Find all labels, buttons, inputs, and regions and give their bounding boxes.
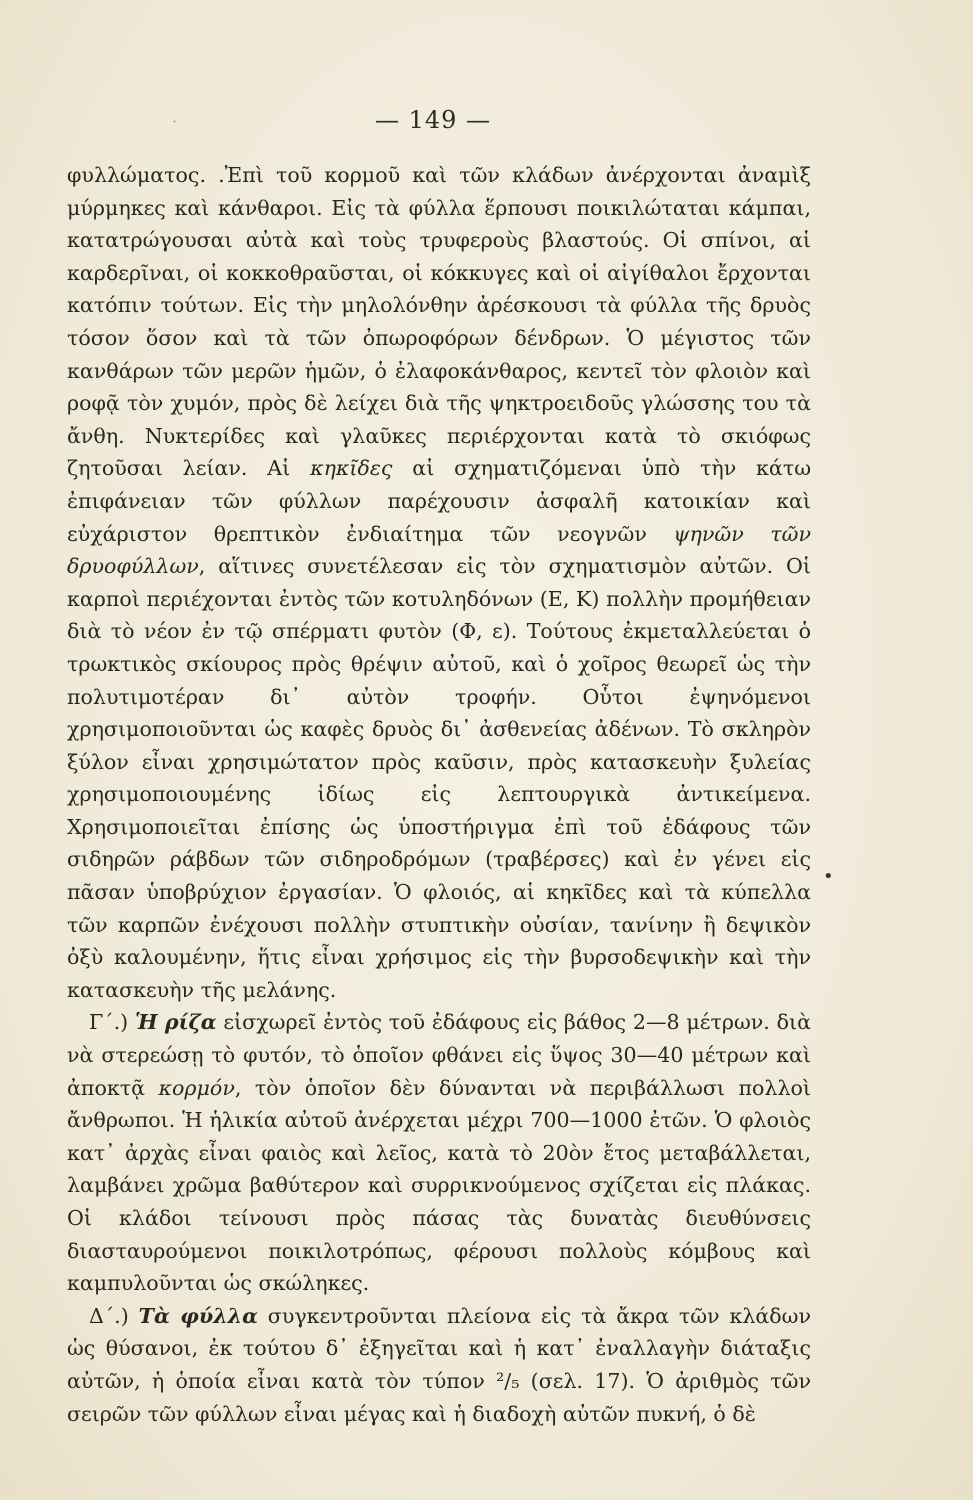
- paragraph-segment: αἱ σχηματιζόμεναι ὑπὸ τὴν κάτω ἐπιφάνειαν τῶν φύλλων παρέχουσιν ἀσφαλῆ κατοικίαν καὶ εὐχάριστον θρεπτικὸν ἐνδιαίτημα τῶν νεογνῶν: [67, 456, 812, 546]
- body-text: [67, 159, 811, 1430]
- page-number: — 149 —: [374, 106, 492, 134]
- paragraph-segment: , αἵτινες συνετέλεσαν εἰς τὸν σχηματισμὸν αὐτῶν. Οἱ καρποὶ περιέχονται ἐντὸς τῶν κοτυληδόνων (Ε, Κ) πολλὴν προμήθειαν διὰ τὸ νέον ἐν τῷ σπέρματι φυτὸν (Φ, ε). Τούτους ἐκμεταλλεύεται ὁ τρωκτικὸς σκίουρος πρὸς θρέψιν αὐτοῦ, καὶ ὁ χοῖρος θεωρεῖ ὡς τὴν πολυτιμοτέραν δι᾽ αὐτὸν τροφήν. Οὗτοι ἐψηνόμενοι χρησιμοποιοῦνται ὡς καφὲς δρυὸς δι᾽ ἀσθενείας ἀδένων. Τὸ σκληρὸν ξύλον εἶναι χρησιμώτατον πρὸς καῦσιν, πρὸς κατασκευὴν ξυλείας χρησιμοποιουμένης ἰδίως εἰς λεπτουργικὰ ἀντικείμενα. Χρησιμοποιεῖται ἐπίσης ὡς ὑποστήριγμα ἐπὶ τοῦ ἐδάφους τῶν σιδηρῶν ράβδων τῶν σιδηροδρόμων (τραβέρσες) καὶ ἐν γένει εἰς πᾶσαν ὑποβρύχιον ἐργασίαν. Ὁ φλοιός, αἱ κηκῖδες καὶ τὰ κύπελλα τῶν καρπῶν ἐνέχουσι πολλὴν στυπτικὴν οὐσίαν, τανίνην ἢ δεψικὸν ὀξὺ καλουμένην, ἥτις εἶναι χρήσιμος εἰς τὴν βυρσοδεψικὴν καὶ τὴν κατασκευὴν τῆς μελάνης.: [67, 554, 811, 1002]
- section-marker: Δ΄.): [89, 1303, 139, 1328]
- paragraph-leaves: [67, 1300, 811, 1430]
- italic-term-kekides: κηκῖδες: [310, 456, 393, 481]
- italic-term-kormon: κορμόν: [158, 1075, 235, 1100]
- paragraph-segment: φυλλώματος. .Ἐπὶ τοῦ κορμοῦ καὶ τῶν κλάδων ἀνέρχονται ἀναμὶξ μύρμηκες καὶ κάνθαροι. Εἰς τὰ φύλλα ἕρπουσι ποικιλώταται κάμπαι, κατατρώγουσαι αὐτὰ καὶ τοὺς τρυφεροὺς βλαστούς. Οἱ σπίνοι, αἱ καρδερῖναι, οἱ κοκκοθραῦσται, οἱ κόκκυγες καὶ οἱ αἰγίθαλοι ἔρχονται κατόπιν τούτων. Εἰς τὴν μηλολόνθην ἀρέσκουσι τὰ φύλλα τῆς δρυὸς τόσον ὅσον καὶ τὰ τῶν ὀπωροφόρων δένδρων. Ὁ μέγιστος τῶν κανθάρων τῶν μερῶν ἡμῶν, ὁ ἐλαφοκάνθαρος, κεντεῖ τὸν φλοιὸν καὶ ροφᾷ τὸν χυμόν, πρὸς δὲ λείχει διὰ τῆς ψηκτροειδοῦς γλώσσης του τὰ ἄνθη. Νυκτερίδες καὶ γλαῦκες περιέρχονται κατὰ τὸ σκιόφως ζητοῦσαι λείαν. Αἱ: [67, 163, 811, 481]
- paragraph-segment: εἰσχωρεῖ ἐντὸς τοῦ ἐδάφους εἰς βάθος 2—8 μέτρων. διὰ νὰ στερεώσῃ τὸ φυτόν, τὸ ὁποῖον φθάνει εἰς ὕψος 30—40 μέτρων καὶ ἀποκτᾷ: [67, 1010, 811, 1100]
- paragraph-root: [67, 1006, 811, 1299]
- section-heading-root: Ἡ ρίζα: [134, 1010, 217, 1035]
- section-heading-leaves: Τὰ φύλλα: [138, 1303, 258, 1328]
- italic-term-psenon: ψηνῶν τῶν δρυοφύλλων: [67, 521, 811, 579]
- paragraph-segment: συγκεντροῦνται πλείονα εἰς τὰ ἄκρα τῶν κλάδων ὡς θύσανοι, ἐκ τούτου δ᾽ ἐξηγεῖται καὶ ἡ κατ᾽ ἐναλλαγὴν διάταξις αὐτῶν, ἡ ὁποία εἶναι κατὰ τὸν τύπον ²/₅ (σελ. 17). Ὁ ἀριθμὸς τῶν σειρῶν τῶν φύλλων εἶναι μέγας καὶ ἡ διαδοχὴ αὐτῶν πυκνή, ὁ δὲ: [67, 1303, 811, 1426]
- section-marker: Γ΄.): [89, 1010, 135, 1035]
- margin-dot-icon: •: [823, 866, 834, 887]
- paragraph-segment: , τὸν ὁποῖον δὲν δύνανται νὰ περιβάλλωσι πολλοὶ ἄνθρωποι. Ἡ ἡλικία αὐτοῦ ἀνέρχεται μέχρι 700—1000 ἐτῶν. Ὁ φλοιὸς κατ᾽ ἀρχὰς εἶναι φαιὸς καὶ λεῖος, κατὰ τὸ 20ὸν ἔτος μεταβάλλεται, λαμβάνει χρῶμα βαθύτερον καὶ συρρικνούμενος σχίζεται εἰς πλάκας. Οἱ κλάδοι τείνουσι πρὸς πάσας τὰς δυνατὰς διευθύνσεις διασταυρούμενοι ποικιλοτρόπως, φέρουσι πολλοὺς κόμβους καὶ καμπυλοῦνται ὡς σκώληκες.: [67, 1075, 811, 1296]
- ink-smudge-icon: ·: [172, 112, 178, 131]
- paragraph-1: [67, 159, 811, 1006]
